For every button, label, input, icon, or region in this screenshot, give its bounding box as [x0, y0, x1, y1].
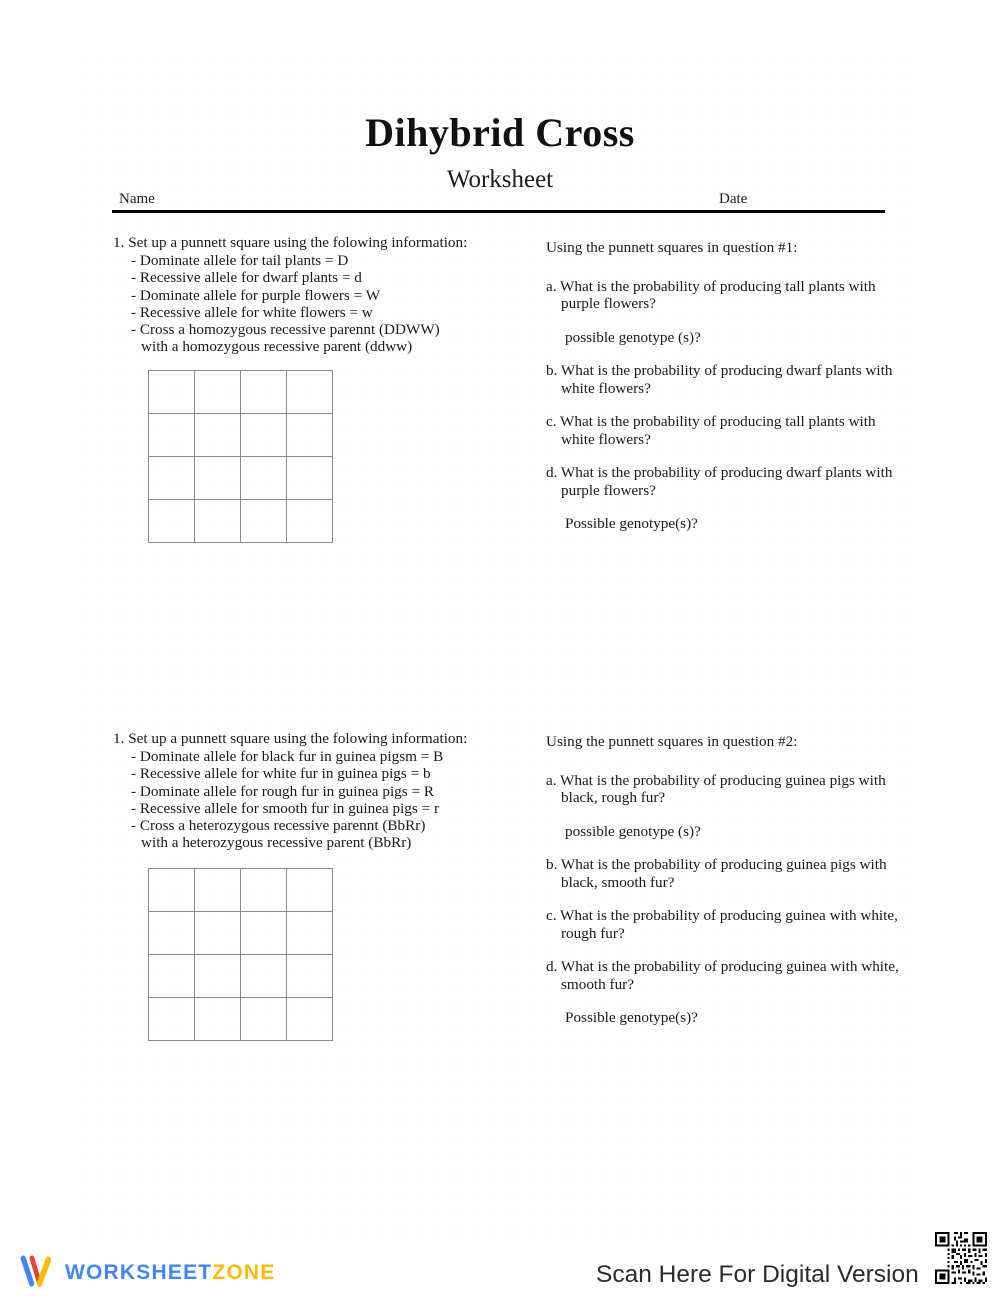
- punnett-cell[interactable]: [195, 371, 241, 414]
- punnett-cell[interactable]: [149, 414, 195, 457]
- scan-here-text: Scan Here For Digital Version: [596, 1261, 919, 1288]
- answer-item-b: b. What is the probability of producing dwarf plants with white flowers?: [546, 362, 893, 397]
- table-row: [149, 998, 333, 1041]
- punnett-cell[interactable]: [149, 955, 195, 998]
- title-block: [0, 0, 1000, 192]
- header-divider: [112, 210, 885, 213]
- punnett-cell[interactable]: [241, 371, 287, 414]
- answer-section-2: [546, 733, 906, 1043]
- punnett-square-2[interactable]: [148, 868, 333, 1041]
- punnett-cell[interactable]: [149, 500, 195, 543]
- qr-code-icon[interactable]: [931, 1227, 991, 1289]
- question-2-prompt: [113, 730, 533, 851]
- bullet: - Cross a heterozygous recessive parennt (BbRr): [131, 817, 426, 835]
- table-row: [149, 371, 333, 414]
- punnett-cell[interactable]: [195, 998, 241, 1041]
- punnett-cell[interactable]: [149, 869, 195, 912]
- punnett-cell[interactable]: [241, 912, 287, 955]
- bullet: with a homozygous recessive parent (ddww): [141, 338, 413, 356]
- bullet: - Dominate allele for purple flowers = W: [131, 286, 381, 304]
- answer-item-a: a. What is the probability of producing guinea pigs with black, rough fur?: [546, 771, 886, 806]
- punnett-cell[interactable]: [195, 912, 241, 955]
- answer-item-d: d. What is the probability of producing dwarf plants with purple flowers?: [546, 464, 893, 499]
- bullet: - Recessive allele for smooth fur in guinea pigs = r: [131, 799, 440, 817]
- question-1-prompt: [113, 234, 533, 355]
- table-row: [149, 500, 333, 543]
- bullet: - Recessive allele for white flowers = w: [131, 303, 373, 321]
- table-row: [149, 912, 333, 955]
- punnett-cell[interactable]: [287, 869, 333, 912]
- answer-item-a: a. What is the probability of producing tall plants with purple flowers?: [546, 277, 876, 312]
- table-row: [149, 414, 333, 457]
- logo-word-zone: ZONE: [212, 1260, 276, 1284]
- answer-item-a-genotype: possible genotype (s)?: [565, 822, 701, 840]
- logo-word-worksheet: WORKSHEET: [65, 1260, 213, 1284]
- bullet: - Recessive allele for dwarf plants = d: [131, 269, 362, 287]
- worksheet-zone-w-mark-icon: [18, 1253, 54, 1291]
- punnett-cell[interactable]: [241, 500, 287, 543]
- punnett-cell[interactable]: [149, 912, 195, 955]
- punnett-cell[interactable]: [287, 414, 333, 457]
- date-label: Date: [719, 191, 748, 207]
- punnett-cell[interactable]: [241, 955, 287, 998]
- bullet: - Dominate allele for rough fur in guinea pigs = R: [131, 782, 434, 800]
- answer-section-1-lead: Using the punnett squares in question #1:: [546, 239, 798, 256]
- answer-item-d: d. What is the probability of producing guinea with white, smooth fur?: [546, 958, 899, 993]
- page-sheet: [85, 55, 915, 1240]
- logo-wordmark: [65, 1262, 275, 1283]
- punnett-cell[interactable]: [241, 457, 287, 500]
- table-row: [149, 869, 333, 912]
- punnett-cell[interactable]: [195, 414, 241, 457]
- table-row: [149, 955, 333, 998]
- bullet: - Recessive allele for white fur in guinea pigs = b: [131, 765, 431, 783]
- punnett-cell[interactable]: [195, 955, 241, 998]
- answer-section-2-lead: Using the punnett squares in question #2:: [546, 733, 798, 750]
- punnett-cell[interactable]: [195, 869, 241, 912]
- punnett-cell[interactable]: [287, 998, 333, 1041]
- bullet: - Cross a homozygous recessive parennt (DDWW): [131, 321, 440, 339]
- answer-item-d-genotype: Possible genotype(s)?: [565, 515, 698, 532]
- page-subtitle: Worksheet: [446, 166, 554, 193]
- punnett-cell[interactable]: [287, 371, 333, 414]
- bullet: with a heterozygous recessive parent (BbRr): [141, 834, 412, 852]
- question-2-bullets: [113, 748, 533, 851]
- question-2-lead: 1. Set up a punnett square using the folowing information:: [113, 730, 468, 747]
- table-row: [149, 457, 333, 500]
- punnett-cell[interactable]: [287, 955, 333, 998]
- name-label: Name: [119, 191, 155, 207]
- answer-item-c: c. What is the probability of producing tall plants with white flowers?: [546, 413, 876, 448]
- answer-item-d-genotype: Possible genotype(s)?: [565, 1009, 698, 1026]
- bullet: - Dominate allele for tail plants = D: [131, 252, 349, 270]
- answer-item-b: b. What is the probability of producing guinea pigs with black, smooth fur?: [546, 856, 887, 891]
- worksheet-zone-logo[interactable]: [18, 1253, 275, 1291]
- punnett-cell[interactable]: [241, 869, 287, 912]
- bullet: - Dominate allele for black fur in guinea pigsm = B: [131, 748, 444, 766]
- punnett-cell[interactable]: [195, 457, 241, 500]
- punnett-cell[interactable]: [241, 998, 287, 1041]
- question-1-lead: 1. Set up a punnett square using the folowing information:: [113, 234, 468, 251]
- punnett-cell[interactable]: [149, 998, 195, 1041]
- punnett-cell[interactable]: [195, 500, 241, 543]
- answer-item-c: c. What is the probability of producing guinea with white, rough fur?: [546, 907, 898, 942]
- punnett-cell[interactable]: [287, 912, 333, 955]
- punnett-cell[interactable]: [287, 500, 333, 543]
- punnett-cell[interactable]: [287, 457, 333, 500]
- answer-item-a-genotype: possible genotype (s)?: [565, 328, 701, 346]
- name-date-row: [112, 190, 885, 212]
- page-title: Dihybrid Cross: [365, 110, 635, 155]
- answer-section-1: [546, 239, 906, 549]
- punnett-cell[interactable]: [149, 371, 195, 414]
- punnett-cell[interactable]: [149, 457, 195, 500]
- punnett-cell[interactable]: [241, 414, 287, 457]
- question-1-bullets: [113, 252, 533, 355]
- punnett-square-1[interactable]: [148, 370, 333, 543]
